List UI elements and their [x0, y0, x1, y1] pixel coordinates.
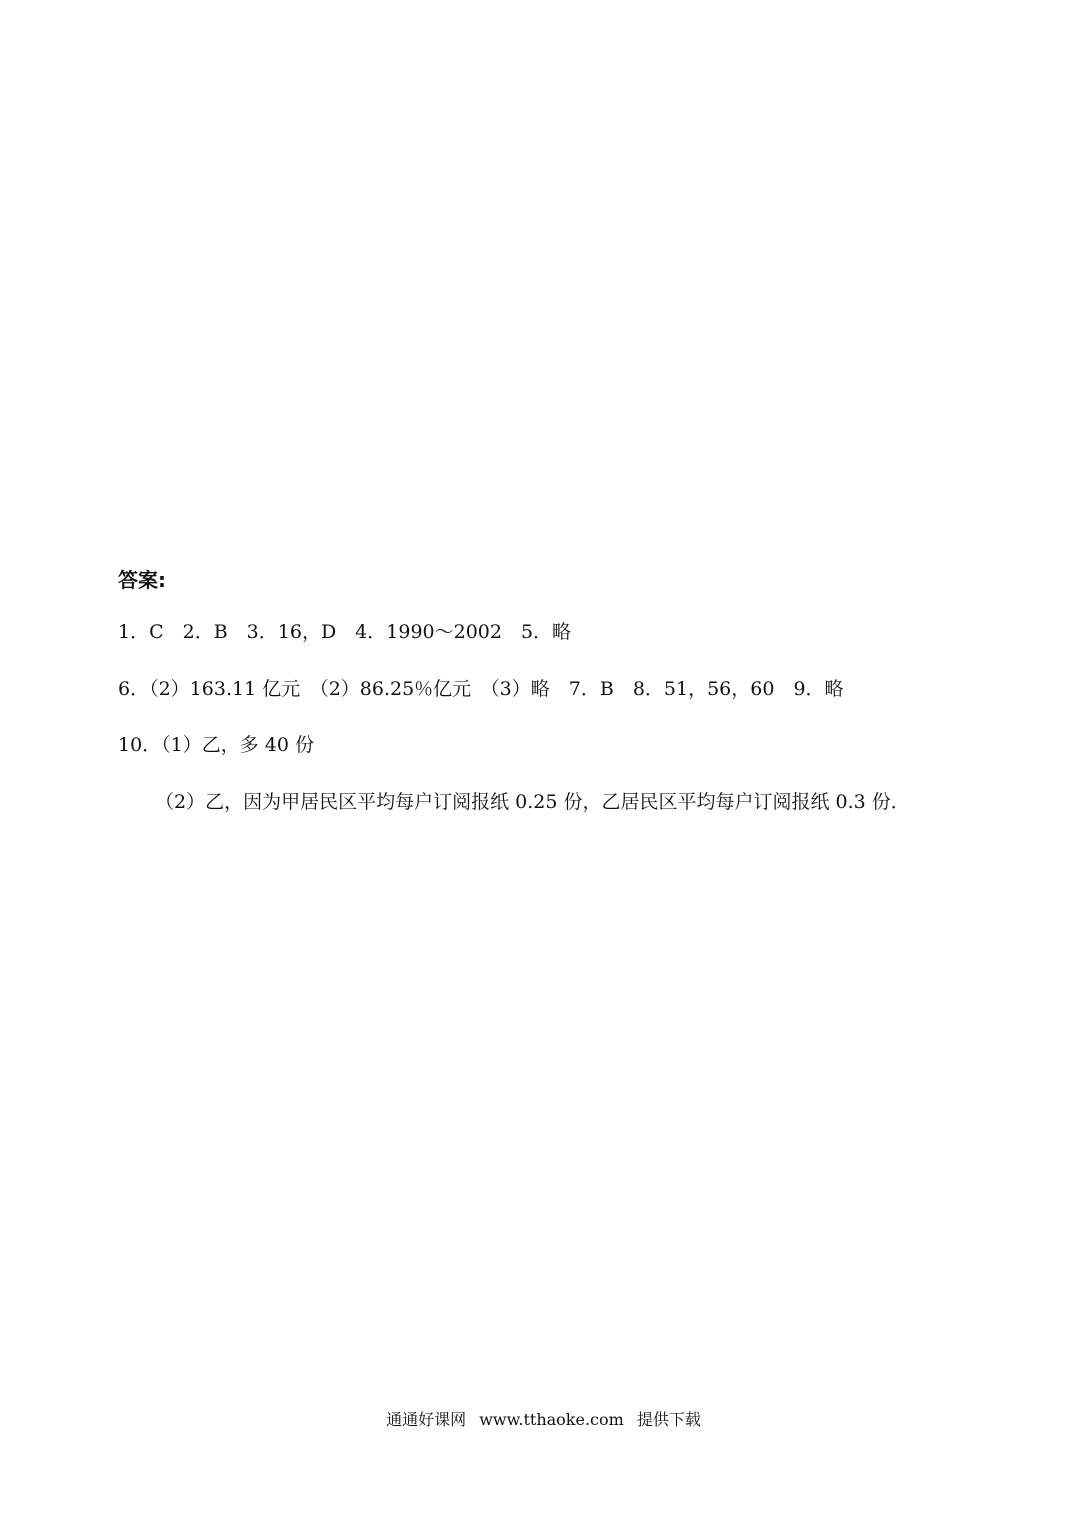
answer-line-4: （2）乙，因为甲居民区平均每户订阅报纸 0.25 份，乙居民区平均每户订阅报纸 0.3 份． [155, 791, 910, 813]
footer-site-name: 通通好课网 [386, 1410, 467, 1429]
answer-line-1: 1．C 2．B 3．16，D 4．1990～2002 5．略 [118, 621, 572, 643]
footer-url-link[interactable]: www.tthaoke.com [479, 1410, 624, 1429]
page-footer [0, 1408, 1087, 1432]
answers-heading: 答案: [118, 568, 166, 592]
footer-suffix: 提供下载 [636, 1410, 701, 1429]
answer-line-3: 10．（1）乙，多 40 份 [118, 734, 315, 756]
answer-line-2: 6．（2）163.11 亿元 （2）86.25％亿元 （3）略 7．B 8．51，56，60 9．略 [118, 678, 844, 700]
